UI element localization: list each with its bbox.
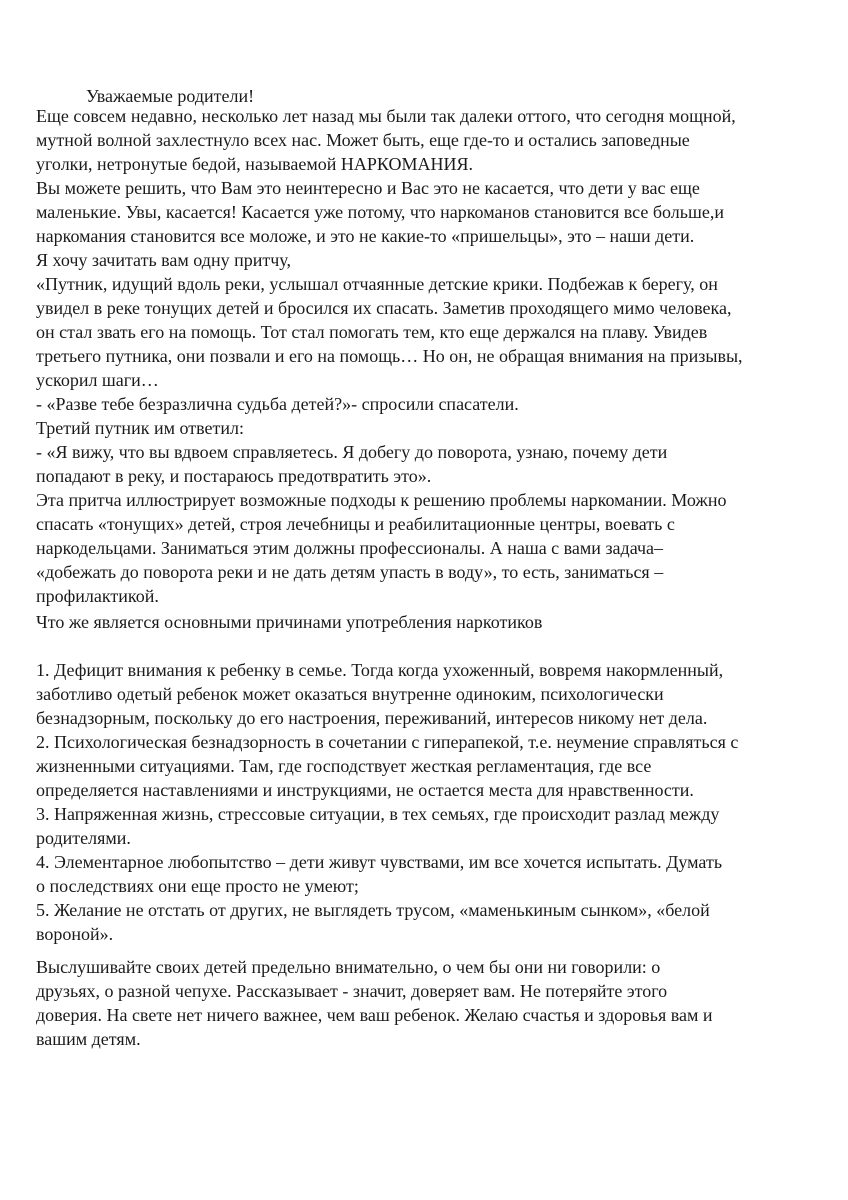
text-line: Я хочу зачитать вам одну притчу, (36, 250, 291, 270)
causes-question (36, 610, 826, 634)
text-line: мутной волной захлестнуло всех нас. Может быть, еще где-то и остались заповедные (36, 130, 690, 150)
text-line: 2. Психологическая безнадзорность в сочетании с гиперапекой, т.е. неумение справляться с (36, 732, 739, 752)
text-line: - «Разве тебе безразлична судьба детей?»- спросили спасатели. (36, 394, 519, 414)
greeting-heading: Уважаемые родители! (86, 86, 255, 106)
causes-list (36, 658, 826, 946)
text-line: Выслушивайте своих детей предельно внимательно, о чем бы они ни говорили: о (36, 957, 661, 977)
intro-paragraphs (36, 104, 826, 608)
text-line: третьего путника, они позвали и его на помощь… Но он, не обращая внимания на призывы, (36, 346, 743, 366)
question-line: Что же является основными причинами употребления наркотиков (36, 612, 543, 632)
text-line: наркомания становится все моложе, и это не какие-то «пришельцы», это – наши дети. (36, 226, 695, 246)
text-line: о последствиях они еще просто не умеют; (36, 876, 359, 896)
text-line: «Путник, идущий вдоль реки, услышал отчаянные детские крики. Подбежав к берегу, он (36, 274, 718, 294)
text-line: Эта притча иллюстрирует возможные подходы к решению проблемы наркомании. Можно (36, 490, 727, 510)
text-line: ускорил шаги… (36, 370, 159, 390)
text-line: 5. Желание не отстать от других, не выглядеть трусом, «маменькиным сынком», «белой (36, 900, 710, 920)
text-line: вороной». (36, 924, 114, 944)
text-line: попадают в реку, и постараюсь предотвратить это». (36, 466, 432, 486)
text-line: вашим детям. (36, 1029, 141, 1049)
text-line: «добежать до поворота реки и не дать детям упасть в воду», то есть, заниматься – (36, 562, 664, 582)
text-line: спасать «тонущих» детей, строя лечебницы и реабилитационные центры, воевать с (36, 514, 675, 534)
text-line: друзьях, о разной чепухе. Рассказывает - значит, доверяет вам. Не потеряйте этого (36, 981, 668, 1001)
text-line: 1. Дефицит внимания к ребенку в семье. Тогда когда ухоженный, вовремя накормленный, (36, 660, 724, 680)
text-line: заботливо одетый ребенок может оказаться внутренне одиноким, психологически (36, 684, 664, 704)
text-line: 4. Элементарное любопытство – дети живут чувствами, им все хочется испытать. Думать (36, 852, 723, 872)
text-line: определяется наставлениями и инструкциями, не остается места для нравственности. (36, 780, 694, 800)
text-line: доверия. На свете нет ничего важнее, чем ваш ребенок. Желаю счастья и здоровья вам и (36, 1005, 713, 1025)
closing-paragraph (36, 955, 826, 1051)
text-line: маленькие. Увы, касается! Касается уже потому, что наркоманов становится все больше,и (36, 202, 724, 222)
text-line: он стал звать его на помощь. Тот стал помогать тем, кто еще держался на плаву. Увидев (36, 322, 708, 342)
text-line: Третий путник им ответил: (36, 418, 244, 438)
text-line: безнадзорным, поскольку до его настроения, переживаний, интересов никому нет дела. (36, 708, 708, 728)
text-line: Еще совсем недавно, несколько лет назад мы были так далеки оттого, что сегодня мощной, (36, 106, 736, 126)
text-line: родителями. (36, 828, 131, 848)
text-line: профилактикой. (36, 586, 159, 606)
text-line: Вы можете решить, что Вам это неинтересно и Вас это не касается, что дети у вас еще (36, 178, 700, 198)
text-line: наркодельцами. Заниматься этим должны профессионалы. А наша с вами задача– (36, 538, 664, 558)
text-line: - «Я вижу, что вы вдвоем справляетесь. Я добегу до поворота, узнаю, почему дети (36, 442, 668, 462)
text-line: уголки, нетронутые бедой, называемой НАРКОМАНИЯ. (36, 154, 473, 174)
text-line: жизненными ситуациями. Там, где господствует жесткая регламентация, где все (36, 756, 652, 776)
text-line: увидел в реке тонущих детей и бросился их спасать. Заметив проходящего мимо человека, (36, 298, 732, 318)
text-line: 3. Напряженная жизнь, стрессовые ситуации, в тех семьях, где происходит разлад между (36, 804, 720, 824)
